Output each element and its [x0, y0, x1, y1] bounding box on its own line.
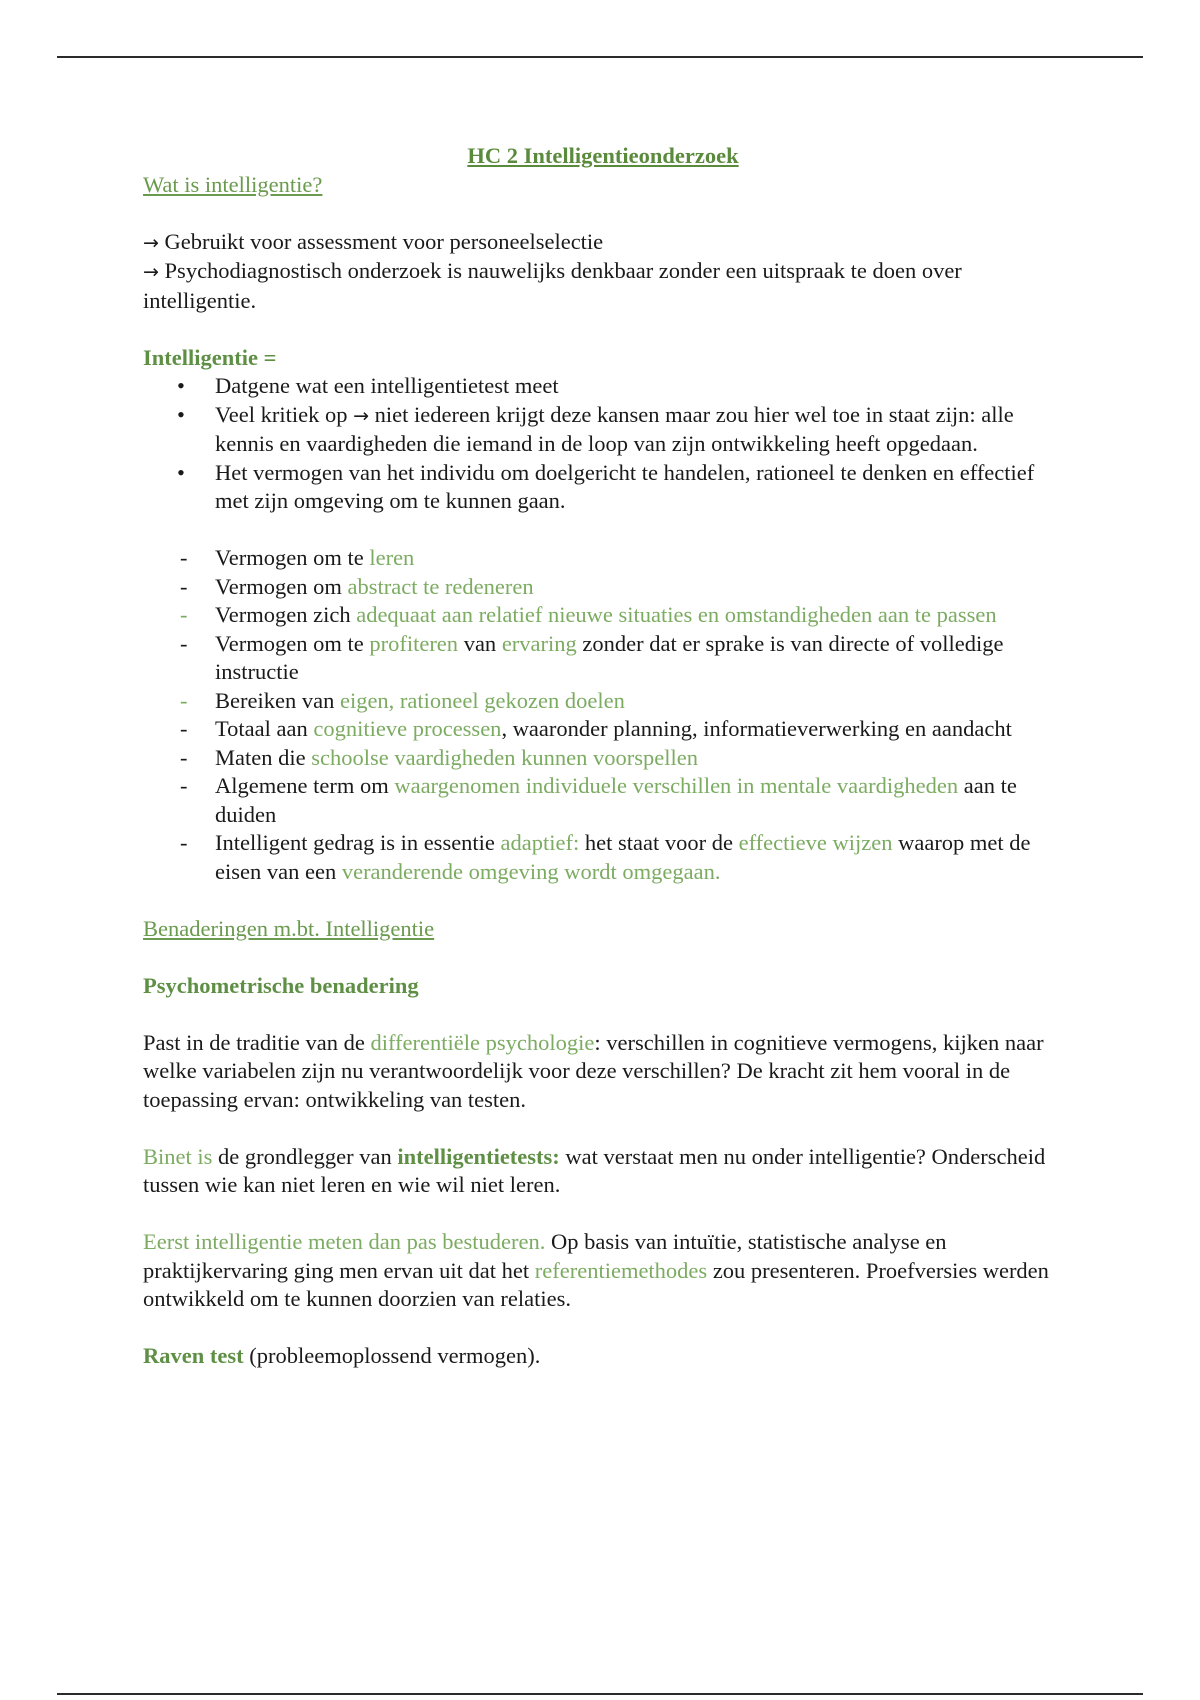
intelligence-label: Intelligentie = [143, 344, 277, 370]
list-item: - Vermogen om te profiteren van ervaring zonder dat er sprake is van directe of volledige instructie [180, 630, 1004, 684]
page-title: HC 2 Intelligentieonderzoek [467, 143, 739, 168]
dash-marker: - [180, 602, 188, 627]
dash-marker: - [180, 545, 188, 570]
bullet-list [143, 372, 1063, 516]
list-item: - Vermogen zich adequaat aan relatief nieuwe situaties en omstandigheden aan te passen [143, 601, 1063, 630]
list-item: • Veel kritiek op → niet iedereen krijgt deze kansen maar zou hier wel toe in staat zijn: alle kennis en vaardigheden die iemand in de loop van zijn ontwikkeling heeft opgedaan. [177, 401, 1014, 456]
arrow-right-icon: → [143, 231, 159, 254]
dash-marker: - [180, 830, 188, 855]
list-item: - Algemene term om waargenomen individuele verschillen in mentale vaardigheden aan te duiden [180, 773, 1017, 827]
definition-list [143, 544, 1063, 886]
list-item: - Intelligent gedrag is in essentie adaptief: het staat voor de effectieve wijzen waarop met de eisen van een veranderende omgeving wordt omgegaan. [180, 830, 1031, 884]
section-heading-what-is-intelligence: Wat is intelligentie? [143, 171, 323, 197]
arrow-line-2: → Psychodiagnostisch onderzoek is nauwelijks denkbaar zonder een uitspraak te doen over intelligentie. [143, 258, 962, 313]
header-rule [57, 56, 1143, 58]
footer-rule [57, 1693, 1143, 1695]
dash-marker: - [180, 573, 188, 599]
paragraph-raven: Raven test (probleemoplossend vermogen). [143, 1343, 541, 1368]
arrow-line-1: → Gebruikt voor assessment voor personeelselectie [143, 228, 604, 254]
arrow-right-icon: → [353, 404, 370, 427]
psychometric-heading: Psychometrische benadering [143, 972, 419, 998]
list-item: - Maten die schoolse vaardigheden kunnen voorspellen [143, 744, 1063, 773]
arrow-right-icon: → [143, 261, 159, 283]
dash-marker: - [180, 687, 188, 713]
bullet-icon: • [177, 373, 185, 398]
list-item: - Bereiken van eigen, rationeel gekozen doelen [143, 687, 1063, 716]
bullet-icon: • [177, 459, 185, 485]
dash-marker: - [180, 744, 188, 770]
dash-marker: - [180, 773, 188, 798]
list-item: • Datgene wat een intelligentietest meet [143, 372, 1063, 401]
paragraph-binet: Binet is de grondlegger van intelligentietests: wat verstaat men nu onder intelligentie? Onderscheid tussen wie kan niet leren en wie wil niet leren. [143, 1143, 1046, 1197]
list-item: - Totaal aan cognitieve processen, waaronder planning, informatieverwerking en aandacht [143, 715, 1063, 744]
paragraph-differential: Past in de traditie van de differentiële psychologie: verschillen in cognitieve vermogens, kijken naar welke variabelen zijn nu verantwoordelijk voor deze verschillen? De kracht zit hem vooral in de toepassing ervan: ontwikkeling van testen. [143, 1029, 1044, 1112]
dash-marker: - [180, 716, 188, 741]
list-item: - Vermogen om abstract te redeneren [143, 573, 1063, 602]
paragraph-measure-first: Eerst intelligentie meten dan pas bestuderen. Op basis van intuïtie, statistische analyse en praktijkervaring ging men ervan uit dat het referentiemethodes zou presenteren. Proefversies werden ontwikkeld om te kunnen doorzien van relaties. [143, 1229, 1049, 1311]
list-item: - Vermogen om te leren [143, 544, 1063, 573]
dash-marker: - [180, 630, 188, 656]
list-item: • Het vermogen van het individu om doelgericht te handelen, rationeel te denken en effectief met zijn omgeving om te kunnen gaan. [177, 459, 1035, 513]
section-heading-approaches: Benaderingen m.bt. Intelligentie [143, 915, 435, 941]
document-body [143, 142, 1063, 1371]
bullet-icon: • [177, 401, 185, 427]
